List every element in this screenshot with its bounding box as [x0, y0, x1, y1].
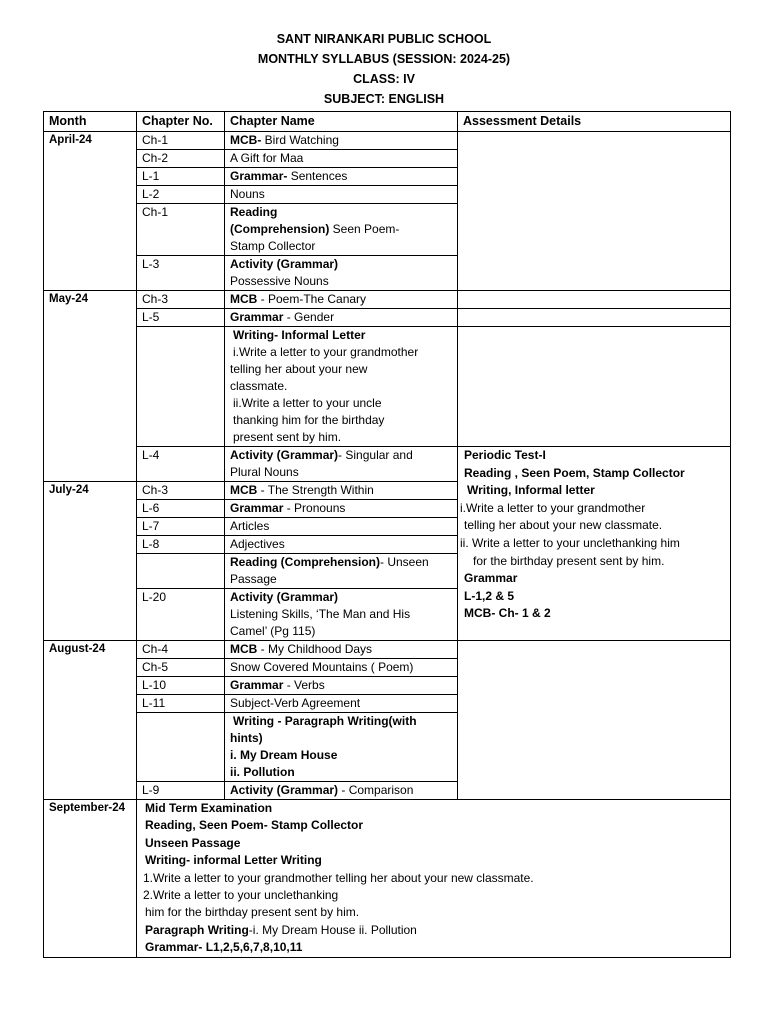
syllabus-title: MONTHLY SYLLABUS (SESSION: 2024-25) — [257, 52, 511, 66]
table-row — [44, 291, 731, 309]
chapter-name: Nouns — [225, 186, 458, 204]
col-chapter-no: Chapter No. — [137, 112, 225, 132]
chapter-name: Snow Covered Mountains ( Poem) — [225, 659, 458, 677]
table-row — [44, 800, 731, 958]
col-month: Month — [44, 112, 137, 132]
assessment-cell — [458, 327, 731, 447]
chapter-name: Writing- Informal Letter i.Write a letter to your grandmother telling her about your new classmate. ii.Write a letter to your uncle thanking him for the birthday present sent by him. — [225, 327, 458, 447]
chapter-name: Grammar - Pronouns — [225, 500, 458, 518]
chapter-name: Reading (Comprehension) Seen Poem- Stamp Collector — [225, 204, 458, 256]
chapter-no: L-4 — [137, 447, 225, 482]
assessment-cell — [458, 132, 731, 291]
chapter-name: Activity (Grammar) Possessive Nouns — [225, 256, 458, 291]
month-september: September-24 — [44, 800, 137, 958]
col-chapter-name: Chapter Name — [225, 112, 458, 132]
syllabus-table — [43, 111, 731, 958]
chapter-name: Writing - Paragraph Writing(with hints) i. My Dream House ii. Pollution — [225, 713, 458, 782]
chapter-no: L-7 — [137, 518, 225, 536]
chapter-no: Ch-3 — [137, 291, 225, 309]
chapter-name: A Gift for Maa — [225, 150, 458, 168]
month-august: August-24 — [44, 641, 137, 800]
chapter-no: Ch-5 — [137, 659, 225, 677]
chapter-name: Grammar - Gender — [225, 309, 458, 327]
chapter-no: L-3 — [137, 256, 225, 291]
subject-label: SUBJECT: ENGLISH — [323, 92, 445, 106]
chapter-no: L-6 — [137, 500, 225, 518]
table-header-row — [44, 112, 731, 132]
chapter-no: L-1 — [137, 168, 225, 186]
chapter-no: L-9 — [137, 782, 225, 800]
month-april: April-24 — [44, 132, 137, 291]
chapter-name: Activity (Grammar) - Comparison — [225, 782, 458, 800]
table-row — [44, 327, 731, 447]
chapter-name: Adjectives — [225, 536, 458, 554]
chapter-no: L-8 — [137, 536, 225, 554]
chapter-no: L-20 — [137, 589, 225, 641]
class-label: CLASS: IV — [353, 72, 415, 86]
chapter-no — [137, 554, 225, 589]
chapter-name: Activity (Grammar)- Singular and Plural Nouns — [225, 447, 458, 482]
table-row — [44, 309, 731, 327]
periodic-test-cell: Periodic Test-I Reading , Seen Poem, Stamp Collector Writing, Informal letter i.Write a letter to your grandmother telling her about your new classmate. ii. Write a letter to your unclethanking him for the birthday present sent by him. Grammar L-1,2 & 5 MCB- Ch- 1 & 2 — [458, 447, 731, 641]
chapter-no: Ch-3 — [137, 482, 225, 500]
col-assessment: Assessment Details — [458, 112, 731, 132]
chapter-name: Activity (Grammar) Listening Skills, ‘The Man and His Camel’ (Pg 115) — [225, 589, 458, 641]
chapter-name: Articles — [225, 518, 458, 536]
chapter-name: Grammar - Verbs — [225, 677, 458, 695]
chapter-no: L-2 — [137, 186, 225, 204]
month-may: May-24 — [44, 291, 137, 482]
table-row — [44, 447, 731, 482]
chapter-no: L-5 — [137, 309, 225, 327]
chapter-name: Grammar- Sentences — [225, 168, 458, 186]
assessment-cell — [458, 309, 731, 327]
chapter-name: Subject-Verb Agreement — [225, 695, 458, 713]
school-name: SANT NIRANKARI PUBLIC SCHOOL — [276, 32, 492, 46]
chapter-no — [137, 713, 225, 782]
table-row — [44, 132, 731, 150]
chapter-no: L-11 — [137, 695, 225, 713]
chapter-no: L-10 — [137, 677, 225, 695]
chapter-no: Ch-2 — [137, 150, 225, 168]
chapter-name: MCB - The Strength Within — [225, 482, 458, 500]
mid-term-cell: Mid Term Examination Reading, Seen Poem- Stamp Collector Unseen Passage Writing- informal Letter Writing 1.Write a letter to your grandmother telling her about your new classmate. 2.Write a letter to your unclethanking him for the birthday present sent by him. Paragraph Writing-i. My Dream House ii. Pollution Grammar- L1,2,5,6,7,8,10,11 — [137, 800, 731, 958]
chapter-no: Ch-4 — [137, 641, 225, 659]
chapter-name: MCB - My Childhood Days — [225, 641, 458, 659]
chapter-no — [137, 327, 225, 447]
chapter-name: Reading (Comprehension)- Unseen Passage — [225, 554, 458, 589]
assessment-cell — [458, 291, 731, 309]
chapter-name: MCB - Poem-The Canary — [225, 291, 458, 309]
table-row — [44, 641, 731, 659]
chapter-no: Ch-1 — [137, 204, 225, 256]
assessment-cell — [458, 641, 731, 800]
chapter-name: MCB- Bird Watching — [225, 132, 458, 150]
month-july: July-24 — [44, 482, 137, 641]
chapter-no: Ch-1 — [137, 132, 225, 150]
